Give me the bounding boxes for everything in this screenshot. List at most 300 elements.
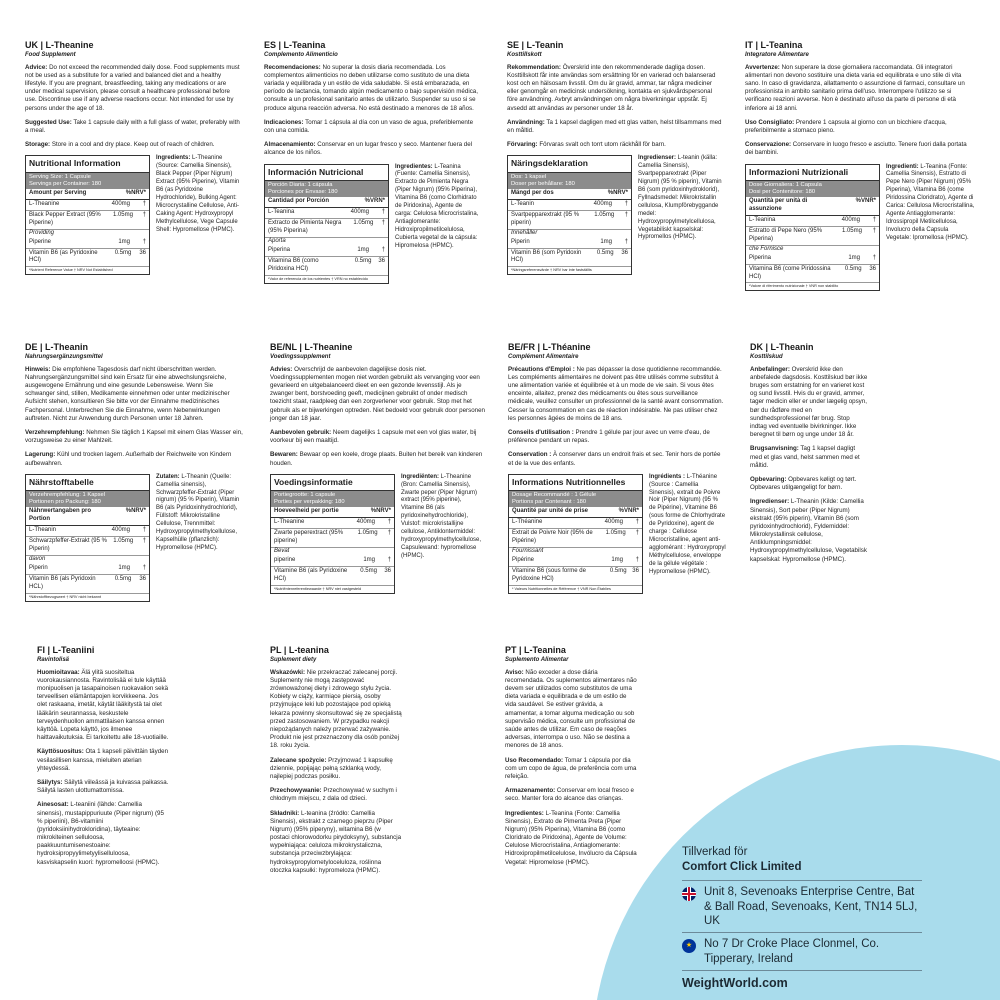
advice-paragraph-label: Huomioitavaa: — [37, 668, 80, 676]
nutrient-amount: 1mg — [848, 254, 860, 261]
nutrition-table-title: Voedingsinformatie — [271, 475, 394, 491]
nutrition-column-header — [746, 197, 879, 216]
table-row — [508, 211, 631, 230]
section-pl — [270, 645, 402, 881]
storage-paragraph-label: Bewaren: — [270, 451, 298, 459]
section-title: IT | L-Teanina — [745, 40, 803, 50]
nutrient-name: Vitamin B6 (som Pyridoxin HCl) — [511, 249, 582, 264]
nutrition-row — [25, 474, 243, 602]
providing-label: Innehåller — [511, 229, 538, 236]
storage-paragraph-text: Conservar em local fresco e seco. Manter fora do alcance das crianças. — [505, 787, 634, 803]
ingredients-paragraph-text: L-Teanina (Fonte: Camellia Sinensis), Extrato de Pimenta Preta (Piper Nigrum) (95% Piperina), Vitamina B6 (como Cloridrato de Piridoxina), Agente de Volume: Celulose Microcristalina, Antiaglomerante: Hidroxipropilmetilcelulose, Invólucro da Cápsula Vegetal: Hipromelose (HPMC). — [505, 809, 637, 866]
ingredients-paragraph — [270, 810, 402, 876]
nutrient-amount: 1mg — [600, 238, 612, 245]
table-row — [746, 216, 879, 227]
nutrient-name: Piperine — [29, 238, 52, 245]
suggested-use-paragraph-label: Zalecane spożycie: — [270, 756, 327, 764]
nutrition-column-header — [271, 507, 394, 518]
advice-paragraph-text: Overschrijd de aanbevolen dagelijkse dosis niet. Voedingssupplementen mogen niet worden gebruikt als vervanging voor een gevarieerd en uitgebalanceerd dieet en een gezonde levensstijl. Als je zwanger bent, borstvoeding geeft, medicijnen gebruikt of onder medisch toezicht staat, raadpleeg dan een zorgverlener voor gebruik. Stop met het gebruik als er bijwerkingen optreden. Niet bedoeld voor gebruik door personen jonger dan 18 jaar. — [270, 365, 485, 422]
advice-paragraph-text: Do not exceed the recommended daily dose. Food supplements must not be used as a substitute for a varied and balanced diet and a healthy lifestyle. If you are pregnant, breastfeeding, taking any medications or are under medical supervision, please consult a healthcare professional before use. Discontinue use if any adverse reactions occur. Not intended for use by persons under the age of 18. — [25, 63, 240, 112]
suggested-use-paragraph — [750, 445, 868, 470]
advice-paragraph-text: Não exceder a dose diária recomendada. Os suplementos alimentares não devem ser utilizados como substitutos de uma dieta variada e equilibrada e de um estilo de vida saudável. Se estiver grávida, a amamentar, a tomar alguma medicação ou sob supervisão médica, consulte um profissional de saúde antes de utilizar. Em caso de reações adversas, interrompa o uso. Não se destina a menores de 18 anos. — [505, 668, 637, 750]
suggested-use-paragraph-label: Aanbevolen gebruik: — [270, 429, 332, 437]
section-benl — [270, 342, 485, 594]
nutrient-name: Vitamine B6 (sous forme de Pyridoxine HCl) — [512, 567, 586, 582]
nutrient-name: L-Teanin — [511, 200, 535, 207]
nutrition-column-header — [265, 197, 388, 208]
serving-info — [271, 491, 394, 507]
nutrient-nrv: † — [142, 238, 146, 245]
storage-paragraph-label: Armazenamento: — [505, 787, 556, 795]
storage-paragraph — [508, 451, 726, 467]
ingredients-text: L-teanin (källa: Camellia Sinensis), Svartpepparextrakt (Piper Nigrum) (95 % piperin), Vitamin B6 (som pyridoxinhydroklorid), Fyllnadsmedel: Mikrokristallin cellulosa, Klumpförebyggande medel: Hydroxypropylmetylcellulosa, Vegetabiliskt kapselskal: Hypromellos (HPMC). — [638, 155, 722, 241]
storage-paragraph — [507, 141, 722, 149]
advice-paragraph — [507, 64, 722, 113]
nutrient-name: Svartpepparextrakt (95 % piperin) — [511, 211, 580, 226]
table-row — [265, 219, 388, 238]
nutrient-name: Schwarzpfeffer-Extrakt (95 % Piperin) — [29, 538, 107, 553]
amount-header: Quantité par unité de prise — [512, 508, 589, 515]
suggested-use-paragraph-label: Conseils d'utilisation : — [508, 429, 574, 437]
nutrient-name: L-Theanine — [29, 200, 60, 207]
advice-paragraph — [750, 366, 868, 440]
servings-per-container: Dosi per Contenitore: 180 — [749, 189, 816, 196]
nutrition-table-title: Nährstofftabelle — [26, 475, 149, 491]
nutrient-amount: 0.5mg — [354, 257, 372, 264]
serving-info — [265, 181, 388, 197]
nutrition-footnote: *Nährstoffbezugswert † NRV nicht bekannt — [29, 594, 102, 599]
suggested-use-paragraph-text: Przyjmować 1 kapsułkę dziennie, popijając pełną szklanką wody, najlepiej podczas posiłku. — [270, 756, 393, 780]
nrv-header: %VNR* — [855, 198, 876, 205]
suggested-use-paragraph — [508, 429, 726, 445]
storage-paragraph — [25, 141, 240, 149]
table-row — [26, 200, 149, 211]
section-subtitle: Nahrungsergänzungsmittel — [25, 353, 103, 360]
nutrient-nrv: † — [387, 556, 391, 563]
address-uk — [682, 880, 922, 932]
ingredients-label: Ingredients: — [156, 155, 191, 162]
nutrient-nrv: † — [142, 564, 146, 571]
suggested-use-paragraph — [745, 119, 975, 135]
table-row — [509, 556, 642, 567]
advice-paragraph-text: Älä ylitä suositeltua vuorokausiannosta. Ravintolisää ei tule käyttää monipuolisen ja tasapainoisen ruokavalion sekä terveellisen elämäntapojen korvikkeena. Jos olet raskaana, imetät, käytät lääkitystä tai olet lääkärin seurannassa, keskustele terveydenhuollon ammattilaisen kanssa ennen käyttöä. Lopeta käyttö, jos ilmenee haittavaikutuksia. Ei tarkoitettu alle 18-vuotiaille. — [37, 668, 169, 742]
nrv-header: %VRN* — [364, 198, 385, 205]
section-subtitle: Suplement diety — [270, 656, 317, 663]
table-row — [509, 518, 642, 529]
serving-size: Dos: 1 kapsel — [511, 173, 547, 180]
storage-paragraph — [270, 451, 485, 467]
nutrient-name: L-Teanina — [749, 217, 776, 224]
nutrient-amount: 0.5mg — [114, 575, 132, 582]
nutrition-table-title: Informazioni Nutrizionali — [746, 165, 879, 181]
nutrient-amount: 0.5mg — [114, 249, 132, 256]
servings-per-container: Doser per behållare: 180 — [511, 180, 575, 187]
section-subtitle: Ravintolisä — [37, 656, 70, 663]
ingredients-paragraph — [886, 164, 975, 292]
ingredients-text: L-Theanine (Source: Camellia Sinensis), Black Pepper (Piper Nigrum) Extract (95% Piperine), Vitamin B6 (as Pyridoxine Hydrochloride), Bulking Agent: Microcrystalline Cellulose, Anti-Caking Agent: Hydroxypropyl Methylcellulose, Vege Capsule Shell: Hypromellose (HPMC). — [156, 155, 240, 233]
providing-label: Fournissant — [512, 548, 544, 555]
table-row — [26, 249, 149, 268]
table-row — [26, 526, 149, 537]
table-row — [508, 238, 631, 249]
nutrient-nrv: † — [635, 519, 639, 526]
nutrient-name: Vitamin B6 (als Pyridoxin HCL) — [29, 575, 96, 590]
nutrient-nrv: † — [872, 254, 876, 261]
nutrient-amount: 1.05mg — [113, 538, 134, 545]
section-it — [745, 40, 975, 291]
manufacturer-label: Tillverkad för — [682, 846, 748, 858]
serving-size: Verzehrempfehlung: 1 Kapsel — [29, 491, 106, 498]
advice-paragraph-text: Non superare la dose giornaliera raccomandata. Gli integratori alimentari non devono sostituire una dieta varia ed equilibrata e uno stile di vita sano. In caso di gravidanza, allattamento o assunzione di farmaci, consultare un professionista in ambito sanitario prima dell'uso. Interrompere l'utilizzo se si verificano reazioni avverse. Non è destinato all'uso da parte di persone di età inferiore ai 18 anni. — [745, 63, 965, 112]
ingredients-paragraph — [649, 474, 726, 594]
advice-paragraph-label: Précautions d'Emploi : — [508, 365, 575, 373]
nutrient-amount: 1mg — [357, 246, 369, 253]
nutrition-column-header — [508, 189, 631, 200]
nutrient-name: L-Teanina — [268, 209, 295, 216]
ingredients-label: Zutaten: — [156, 473, 180, 480]
nutrient-amount: 1.05mg — [605, 530, 626, 537]
table-row — [271, 529, 394, 548]
storage-paragraph-text: Bewaar op een koele, droge plaats. Buiten het bereik van kinderen houden. — [270, 451, 483, 467]
advice-paragraph-label: Advies: — [270, 365, 293, 373]
nutrient-amount: 1.05mg — [841, 227, 862, 234]
nutrient-amount: 1mg — [363, 556, 375, 563]
serving-size: Dosage Recommandé : 1 Gélule — [512, 491, 597, 498]
nutrition-table-title: Näringsdeklaration — [508, 156, 631, 172]
nutrition-column-header — [509, 507, 642, 518]
manufacturer-block — [682, 845, 922, 992]
nutrient-nrv: 36 — [632, 567, 639, 574]
section-title: DK | L-Theanin — [750, 342, 814, 352]
nutrient-amount: 1mg — [118, 564, 130, 571]
nutrient-nrv: † — [872, 217, 876, 224]
nutrition-footnote: *Nutriëntenreferentiewaarde † NRV niet vastgesteld — [274, 586, 362, 591]
servings-per-container: Porties per verpakking: 180 — [274, 499, 345, 506]
nutrient-name: L-Théanine — [512, 519, 543, 526]
advice-paragraph-text: No superar la dosis diaria recomendada. Los complementos alimenticios no deben utilizarse como sustituto de una dieta variada y equilibrada y un estilo de vida saludable. Si está embarazada, en período de lactancia, tomando algún medicamento o bajo supervisión médica, consulte a un profesional sanitario antes de utilizarlo. Suspender su uso si se produce alguna reacción adversa. No está destinado a menores de 18 años. — [264, 63, 478, 112]
amount-header: Hoeveelheid per portie — [274, 508, 339, 515]
storage-paragraph-label: Storage: — [25, 141, 51, 149]
nutrient-name: Black Pepper Extract (95% Piperine) — [29, 211, 101, 226]
ingredients-paragraph-text: L-teaniini (lähde: Camellia sinensis), mustapippuriuute (Piper nigrum) (95 % piperiini), B6-vitamiini (pyridoksiinihydrokloridina), täyteaine: mikrokiteinen selluloosa, paakkuuntumisenestoaine: hydroksipropyylimetyyliselluloosa, kasviskapselin kuori: hypromelloosi (HPMC). — [37, 801, 164, 866]
section-subtitle: Complément Alimentaire — [508, 353, 579, 360]
table-row — [271, 567, 394, 586]
nutrient-amount: 0.5mg — [609, 567, 627, 574]
nutrition-footnote: *Valor de referencia de los nutrientes † VRN no establecido — [268, 276, 368, 281]
section-pt — [505, 645, 637, 873]
ingredients-paragraph-label: Ainesosat: — [37, 801, 69, 809]
nutrient-name: Vitamina B6 (como Piridoxina HCl) — [268, 257, 319, 272]
nutrient-name: Extracto de Pimienta Negra (95% Piperina) — [268, 220, 342, 234]
table-row — [26, 211, 149, 230]
nutrient-name: Vitamine B6 (als Pyridoxine HCl) — [274, 567, 348, 582]
nutrient-nrv: 36 — [378, 257, 386, 264]
suggested-use-paragraph — [264, 119, 479, 135]
amount-header: Nährwertangaben pro Portion — [29, 508, 92, 523]
nutrition-footnote: * Valeurs Nutritionnelles de Référence † VNR Non Établies — [512, 586, 611, 591]
storage-paragraph — [264, 141, 479, 157]
nutrient-nrv: 36 — [139, 249, 146, 256]
servings-per-container: Servings per Container: 180 — [29, 180, 102, 187]
website: WeightWorld.com — [682, 970, 922, 992]
ingredients-paragraph — [37, 801, 169, 867]
nutrient-amount: 1.05mg — [357, 530, 378, 537]
nutrient-amount: 1mg — [118, 238, 130, 245]
nutrient-name: Piperin — [511, 238, 530, 245]
advice-paragraph — [745, 64, 975, 113]
nutrient-amount: 0.5mg — [360, 567, 377, 574]
nutrition-table-title: Informations Nutritionnelles — [509, 475, 642, 491]
ingredients-text: L-Theanin (Quelle: Camellia sinensis), Schwarzpfeffer-Extrakt (Piper nigrum) (95 % Piperin), Vitamin B6 (als Pyridoxinhydrochlorid), Füllstoff: Mikrokristalline Cellulose, Trennmittel: Hydroxypropylmethylcellulose, Kapselhülle (pflanzlich): Hypromellose (HPMC). — [156, 473, 240, 551]
nutrient-nrv: † — [142, 527, 146, 534]
nrv-header: %NRV* — [125, 508, 146, 515]
serving-info — [508, 173, 631, 189]
storage-paragraph-label: Förvaring: — [507, 141, 538, 149]
nutrient-name: Extrait de Poivre Noir (95% de Pipérine) — [512, 530, 593, 545]
nutrient-amount: 400mg — [111, 200, 130, 207]
table-row — [746, 254, 879, 265]
storage-paragraph — [745, 141, 975, 157]
ingredients-label: Ingredientes: — [395, 163, 433, 170]
nutrient-name: Piperina — [749, 254, 772, 261]
nutrient-amount: 400mg — [593, 200, 612, 207]
nutrition-table — [25, 474, 150, 602]
nutrition-column-header — [26, 507, 149, 526]
suggested-use-paragraph — [270, 757, 402, 782]
ingredients-text: L-Theanine (Bron: Camellia Sinensis), Zwarte peper (Piper Nigrum) extract (95% piperine), Vitamine B6 (als pyridoxinehydrochloride), Vulstof: microkristallijne cellulose, Antiklontermiddel: hydroxypropylmethylcellulose, Capsulewand: hypromellose (HPMC). — [401, 473, 482, 559]
nutrient-amount: 0.5mg — [844, 265, 862, 272]
serving-info — [26, 491, 149, 507]
nutrient-amount: 1.05mg — [353, 220, 374, 227]
nutrient-amount: 1mg — [611, 556, 623, 563]
table-row — [271, 518, 394, 529]
section-title: FI | L-Teaniini — [37, 645, 95, 655]
table-row — [26, 537, 149, 556]
nutrition-row — [508, 474, 726, 594]
suggested-use-paragraph-text: Nehmen Sie täglich 1 Kapsel mit einem Glas Wasser ein, vorzugsweise zu einer Mahlzeit. — [25, 429, 243, 445]
table-row — [26, 575, 149, 594]
nutrient-name: Estratto di Pepe Nero (95% Piperina) — [749, 227, 823, 242]
table-row — [746, 227, 879, 246]
serving-info — [509, 491, 642, 507]
section-subtitle: Kosttillskott — [507, 51, 542, 58]
nutrient-name: L-Theanine — [274, 519, 305, 526]
address-ie — [682, 932, 922, 970]
section-title: DE | L-Theanin — [25, 342, 89, 352]
section-dk — [750, 342, 868, 570]
storage-paragraph-text: À conserver dans un endroit frais et sec. Tenir hors de portée et de la vue des enfants. — [508, 451, 721, 467]
nutrient-nrv: † — [624, 211, 628, 218]
nutrient-nrv: 36 — [384, 567, 391, 574]
nutrient-amount: 400mg — [604, 519, 623, 526]
section-es — [264, 40, 479, 284]
ingredients-paragraph-text: L-teanina (źródło: Camellia Sinensis), ekstrakt z czarnego pieprzu (Piper Nigrum) (95% piperyny), witamina B6 (w postaci chlorowodorku pirydoksyny), substancja wypełniająca: celuloza mikrokrystaliczna, substancja przeciwzbrylająca: hydroksypropylometyloceluloza, roślinna otoczka kapsułki: hypromeloza (HPMC). — [270, 809, 402, 874]
nutrient-nrv: 36 — [869, 265, 876, 272]
advice-paragraph — [25, 64, 240, 113]
section-subtitle: Voedingssupplement — [270, 353, 331, 360]
storage-paragraph-text: Förvaras svalt och torrt utom räckhåll för barn. — [537, 141, 666, 149]
amount-header: Amount per Serving — [29, 190, 87, 197]
suggested-use-paragraph-text: Ta 1 kapsel dagligen med ett glas vatten, helst tillsammans med en måltid. — [507, 118, 722, 135]
nutrient-nrv: † — [142, 538, 146, 545]
table-row — [265, 246, 388, 257]
ingredients-paragraph — [156, 474, 243, 602]
suggested-use-paragraph-text: Tomar 1 cápsula por dia com um copo de água, de preferência com uma refeição. — [505, 756, 637, 780]
storage-paragraph-text: Conservar en un lugar fresco y seco. Mantener fuera del alcance de los niños. — [264, 141, 473, 157]
ingredients-paragraph-label: Ingredienser: — [750, 498, 790, 506]
section-title: BE/FR | L-Théanine — [508, 342, 591, 352]
ingredients-label: Ingrédients : — [649, 473, 686, 480]
storage-paragraph-text: Przechowywać w suchym i chłodnym miejscu, z dala od dzieci. — [270, 787, 397, 803]
storage-paragraph — [25, 451, 243, 467]
table-row — [509, 567, 642, 586]
nutrient-nrv: † — [635, 556, 639, 563]
ingredients-label: Ingredienti: — [886, 163, 919, 170]
nutrient-name: L-Theanin — [29, 527, 57, 534]
ingredients-paragraph-label: Ingredientes: — [505, 809, 544, 817]
nutrient-name: Pipérine — [512, 556, 535, 563]
nutrient-amount: 1.05mg — [112, 211, 133, 218]
advice-paragraph — [270, 669, 402, 751]
eu-flag-icon: ★ — [682, 939, 696, 953]
storage-paragraph — [270, 787, 402, 803]
advice-paragraph — [508, 366, 726, 423]
ingredients-label: Ingrediënten: — [401, 473, 440, 480]
section-title: UK | L-Theanine — [25, 40, 94, 50]
suggested-use-paragraph — [37, 748, 169, 773]
uk-flag-icon — [682, 887, 696, 901]
nutrient-name: Vitamin B6 (as Pyridoxine HCl) — [29, 249, 98, 264]
advice-paragraph-label: Wskazówki: — [270, 668, 306, 676]
providing-label: davon — [29, 555, 46, 562]
ingredients-text: L-Teanina (Fuente: Camellia Sinensis), Extracto de Pimienta Negra (Piper Nigrum) (95% Piperina), Vitamina B6 (como Clorhidrato de Piridoxina), Agente de carga: Celulosa Microcristalina, Antiaglomerante: Hidroxipropilmetilcelulosa, Cubierta vegetal de la cápsula: Hipromelosa (HPMC). — [395, 163, 479, 249]
suggested-use-paragraph-text: Tag 1 kapsel dagligt med et glas vand, helst sammen med et måltid. — [750, 445, 860, 469]
suggested-use-paragraph-text: Neem dagelijks 1 capsule met een vol glas water, bij voorkeur bij een maaltijd. — [270, 429, 477, 445]
advice-paragraph-text: Ne pas dépasser la dose quotidienne recommandée. Les compléments alimentaires ne doivent pas être utilisés comme substitut à une alimentation variée et équilibrée et à un mode de vie sain. Si vous êtes enceinte, allaitez, prenez des médicaments ou êtes sous surveillance médicale, veuillez consulter un professionnel de la santé avant consommation. Cesser la consommation en cas de réaction indésirable. Ne pas utiliser chez les personnes âgées de moins de 18 ans. — [508, 365, 724, 422]
table-row — [265, 257, 388, 276]
advice-paragraph — [264, 64, 479, 113]
advice-paragraph-label: Advice: — [25, 63, 48, 71]
section-title: SE | L-Teanin — [507, 40, 564, 50]
nutrient-nrv: † — [635, 530, 639, 537]
nutrition-table — [745, 164, 880, 292]
nutrition-footnote: *Näringsreferensvärde † NRV har inte fastställts — [511, 268, 592, 273]
suggested-use-paragraph — [505, 757, 637, 782]
storage-paragraph-text: Kühl und trocken lagern. Außerhalb der Reichweite von Kindern aufbewahren. — [25, 451, 232, 467]
servings-per-container: Portions par Contenant : 180 — [512, 499, 587, 506]
nutrient-nrv: 36 — [139, 575, 146, 582]
advice-paragraph-text: Die empfohlene Tagesdosis darf nicht überschritten werden. Nahrungsergänzungsmittel sind kein Ersatz für eine abwechslungsreiche, ausgewogene Ernährung und eine gesunde Lebensweise. Wenn Sie schwanger sind, stillen, Medikamente einnehmen oder unter medizinischer Aufsicht stehen, konsultieren Sie bitte vor der Einnahme medizinisches Fachpersonal. Unterbrechen Sie die Einnahme, wenn Nebenwirkungen auftreten. Nicht zur Anwendung durch Personen unter 18 Jahren. — [25, 365, 230, 422]
table-row — [508, 200, 631, 211]
nutrient-nrv: † — [142, 200, 146, 207]
table-row — [746, 265, 879, 284]
ingredients-text: L-Théanine (Source : Camellia Sinensis), extrait de Poivre Noir (Piper Nigrum) (95 % de Pipérine), Vitamine B6 (sous forme de Chlorhydrate de Pyridoxine), agent de charge : Cellulose Microcristalline, agent anti-agglomérant : Hydroxypropyl Méthylcellulose, enveloppe de la gélule végétale : Hypromellose (HPMC). — [649, 473, 726, 575]
storage-paragraph — [505, 787, 637, 803]
nutrition-table — [507, 155, 632, 275]
serving-info — [746, 181, 879, 197]
suggested-use-paragraph-label: Käyttösuositus: — [37, 748, 84, 756]
storage-paragraph-text: Store in a cool and dry place. Keep out of reach of children. — [50, 141, 215, 149]
ingredients-paragraph-text: L-Theanin (Kilde: Camellia Sinensis), Sort peber (Piper Nigrum) ekstrakt (95% piperin), Vitamin B6 (som pyridoxinhydrochlorid), Fyldemiddel: Mikrokrystallinsk cellulose, Antiklumpningsmiddel: Hydroxypropylmethylcellulose, Vegetabilsk kapselskal: Hypromellose (HPMC). — [750, 498, 867, 563]
advice-paragraph-label: Recomendaciones: — [264, 63, 321, 71]
nutrition-row — [507, 155, 722, 275]
storage-paragraph — [37, 779, 169, 795]
section-title: BE/NL | L-Theanine — [270, 342, 353, 352]
advice-paragraph — [270, 366, 485, 423]
advice-paragraph-label: Anbefalinger: — [750, 365, 790, 373]
suggested-use-paragraph-label: Användning: — [507, 118, 545, 126]
nutrient-nrv: † — [387, 530, 391, 537]
nutrient-name: Vitamina B6 (come Piridossina HCl) — [749, 265, 831, 280]
providing-label: Aporta — [268, 237, 286, 244]
ingredients-paragraph — [156, 155, 240, 275]
suggested-use-paragraph-label: Brugsanvisning: — [750, 445, 799, 453]
advice-paragraph — [37, 669, 169, 743]
nutrient-amount: 0.5mg — [596, 249, 614, 256]
nutrient-nrv: † — [381, 220, 385, 227]
nutrition-column-header — [26, 189, 149, 200]
table-row — [508, 249, 631, 268]
nutrient-nrv: † — [624, 238, 628, 245]
nutrient-nrv: † — [387, 519, 391, 526]
manufacturer-name: Comfort Click Limited — [682, 861, 802, 874]
nutrient-name: Piperina — [268, 246, 291, 253]
nrv-header: %VNR* — [618, 508, 639, 515]
ingredients-paragraph — [638, 155, 722, 275]
amount-header: Mängd per dos — [511, 190, 554, 197]
nutrition-row — [264, 164, 479, 284]
nutrition-row — [745, 164, 975, 292]
section-uk — [25, 40, 240, 275]
nutrient-name: Piperin — [29, 564, 48, 571]
section-de — [25, 342, 243, 602]
section-befr — [508, 342, 726, 594]
section-subtitle: Suplemento Alimentar — [505, 656, 569, 663]
providing-label: che Fornisce — [749, 245, 784, 252]
advice-paragraph — [25, 366, 243, 423]
providing-label: Bevat — [274, 548, 290, 555]
nrv-header: %NRV* — [370, 508, 391, 515]
nutrient-amount: 400mg — [350, 209, 369, 216]
suggested-use-paragraph-label: Uso Consigliato: — [745, 118, 795, 126]
ingredients-paragraph — [395, 164, 479, 284]
advice-paragraph-text: Nie przekraczać zalecanej porcji. Suplementy nie mogą zastępować zrównoważonej diety i zdrowego stylu życia. Kobiety w ciąży, karmiące piersią, osoby przyjmujące leki lub pozostające pod opieką lekarza powinny skonsultować się ze specjalistą przed zastosowaniem. W przypadku reakcji niepożądanych należy przerwać zażywanie. Produkt nie jest przeznaczony dla osób poniżej 18. roku życia. — [270, 668, 402, 750]
storage-paragraph-label: Säilytys: — [37, 778, 63, 786]
providing-label: Providing — [29, 229, 55, 236]
table-row — [26, 564, 149, 575]
ingredients-paragraph — [505, 810, 637, 867]
nutrient-nrv: † — [381, 246, 385, 253]
advice-paragraph-text: Overskrid ikke den anbefalede dagsdosis. Kosttilskud bør ikke bruges som erstatning for en varieret kost og sund livsstil. Hvis du er gravid, ammer, tager medicin eller er under lægelig opsyn, bør du rådføre med en sundhedsprofessionel før brug. Stop indtag ved eventuelle bivirkninger. Ikke beregnet til børn og unge under 18 år. — [750, 365, 868, 439]
section-subtitle: Integratore Alimentare — [745, 51, 809, 58]
nutrition-table-title: Información Nutricional — [265, 165, 388, 181]
suggested-use-paragraph-label: Verzehrempfehlung: — [25, 429, 85, 437]
nutrition-row — [270, 474, 485, 594]
nutrition-footnote: *Nutrient Reference Value † NRV Not Established — [29, 268, 113, 273]
nutrient-name: Zwarte peperextract (95% piperine) — [274, 530, 344, 545]
nutrition-table — [508, 474, 643, 594]
nutrient-nrv: † — [872, 227, 876, 234]
nutrient-amount: 400mg — [356, 519, 375, 526]
nutrient-nrv: † — [381, 209, 385, 216]
nutrition-table — [264, 164, 389, 284]
serving-size: Porción Diaria: 1 cápsula — [268, 181, 333, 188]
suggested-use-paragraph — [270, 429, 485, 445]
amount-header: Quantità per unità di assunzione — [749, 198, 808, 213]
serving-info — [26, 173, 149, 189]
nutrient-name: piperine — [274, 556, 296, 563]
suggested-use-paragraph-label: Suggested Use: — [25, 118, 72, 126]
